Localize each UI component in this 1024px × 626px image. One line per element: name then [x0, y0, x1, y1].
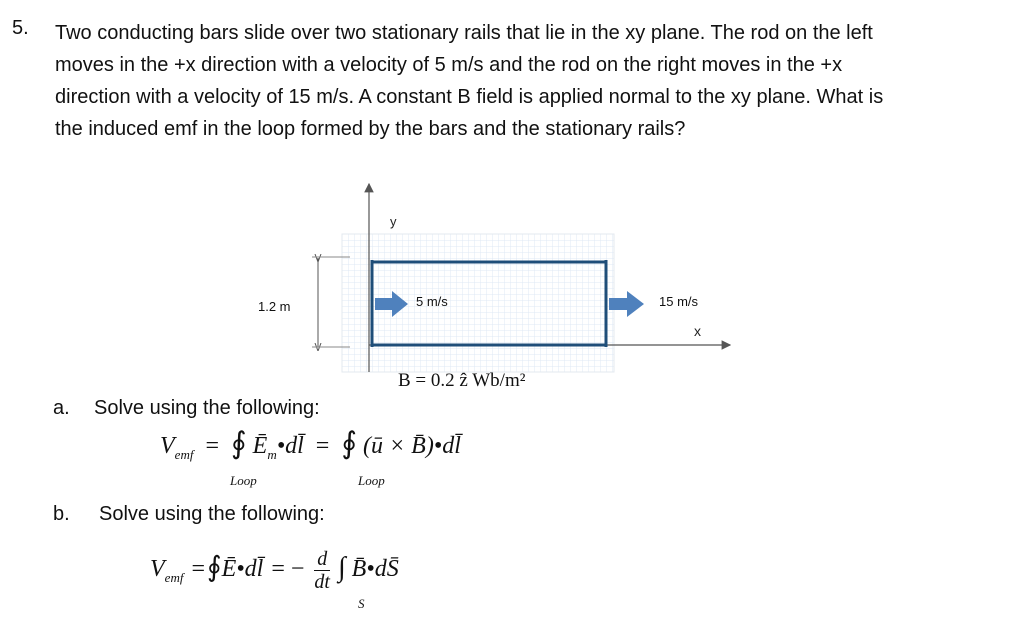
- loop-label: Loop: [358, 473, 385, 488]
- part-a-formula: [160, 426, 461, 463]
- equals-sign: =: [205, 433, 219, 459]
- formula-term: B̄•dS̄: [351, 556, 399, 583]
- formula-term: (ū × B̄)•dl̄: [362, 433, 461, 459]
- b-field-label: B = 0.2 ẑ Wb/m²: [398, 370, 526, 391]
- part-b-instruction: Solve using the following:: [99, 503, 325, 525]
- y-axis-label: y: [390, 214, 397, 229]
- surface-label: S: [358, 596, 365, 611]
- x-axis-label: x: [694, 323, 701, 339]
- fraction-denominator: dt: [314, 571, 330, 593]
- question-line: moves in the +x direction with a velocity of 5 m/s and the rod on the right moves in the +x: [55, 54, 843, 76]
- formula-term: Ē: [252, 433, 268, 459]
- height-label: 1.2 m: [258, 299, 291, 314]
- question-line: direction with a velocity of 15 m/s. A constant B field is applied normal to the xy plane. What is: [55, 86, 884, 108]
- closed-integral-icon: ∮: [231, 427, 247, 460]
- left-velocity-label: 5 m/s: [416, 294, 448, 309]
- formula-lhs: V: [160, 433, 175, 459]
- part-a-letter: a.: [53, 397, 70, 419]
- right-velocity-label: 15 m/s: [659, 294, 699, 309]
- equals-sign: =: [315, 433, 330, 459]
- integral-icon: ∫: [337, 552, 346, 584]
- formula-term: •dl̄: [276, 433, 304, 459]
- formula-lhs: V: [150, 556, 165, 583]
- part-a-instruction: Solve using the following:: [94, 397, 320, 419]
- equals-minus-sign: = −: [271, 556, 305, 583]
- question-line: the induced emf in the loop formed by the bars and the stationary rails?: [55, 118, 686, 140]
- formula-term-subscript: m: [267, 446, 277, 462]
- equals-sign: =: [191, 556, 205, 583]
- closed-integral-icon: ∮: [207, 552, 222, 584]
- question-line: Two conducting bars slide over two stationary rails that lie in the xy plane. The rod on the left: [55, 22, 873, 44]
- formula-term: Ē•dl̄: [221, 556, 264, 583]
- loop-label: Loop: [230, 473, 257, 488]
- fraction-numerator: d: [314, 548, 330, 571]
- formula-lhs-subscript: emf: [174, 446, 194, 462]
- question-number: 5.: [12, 17, 29, 39]
- closed-integral-icon: ∮: [341, 427, 357, 460]
- formula-lhs-subscript: emf: [164, 569, 184, 585]
- fraction: [314, 548, 330, 593]
- part-b-letter: b.: [53, 503, 70, 525]
